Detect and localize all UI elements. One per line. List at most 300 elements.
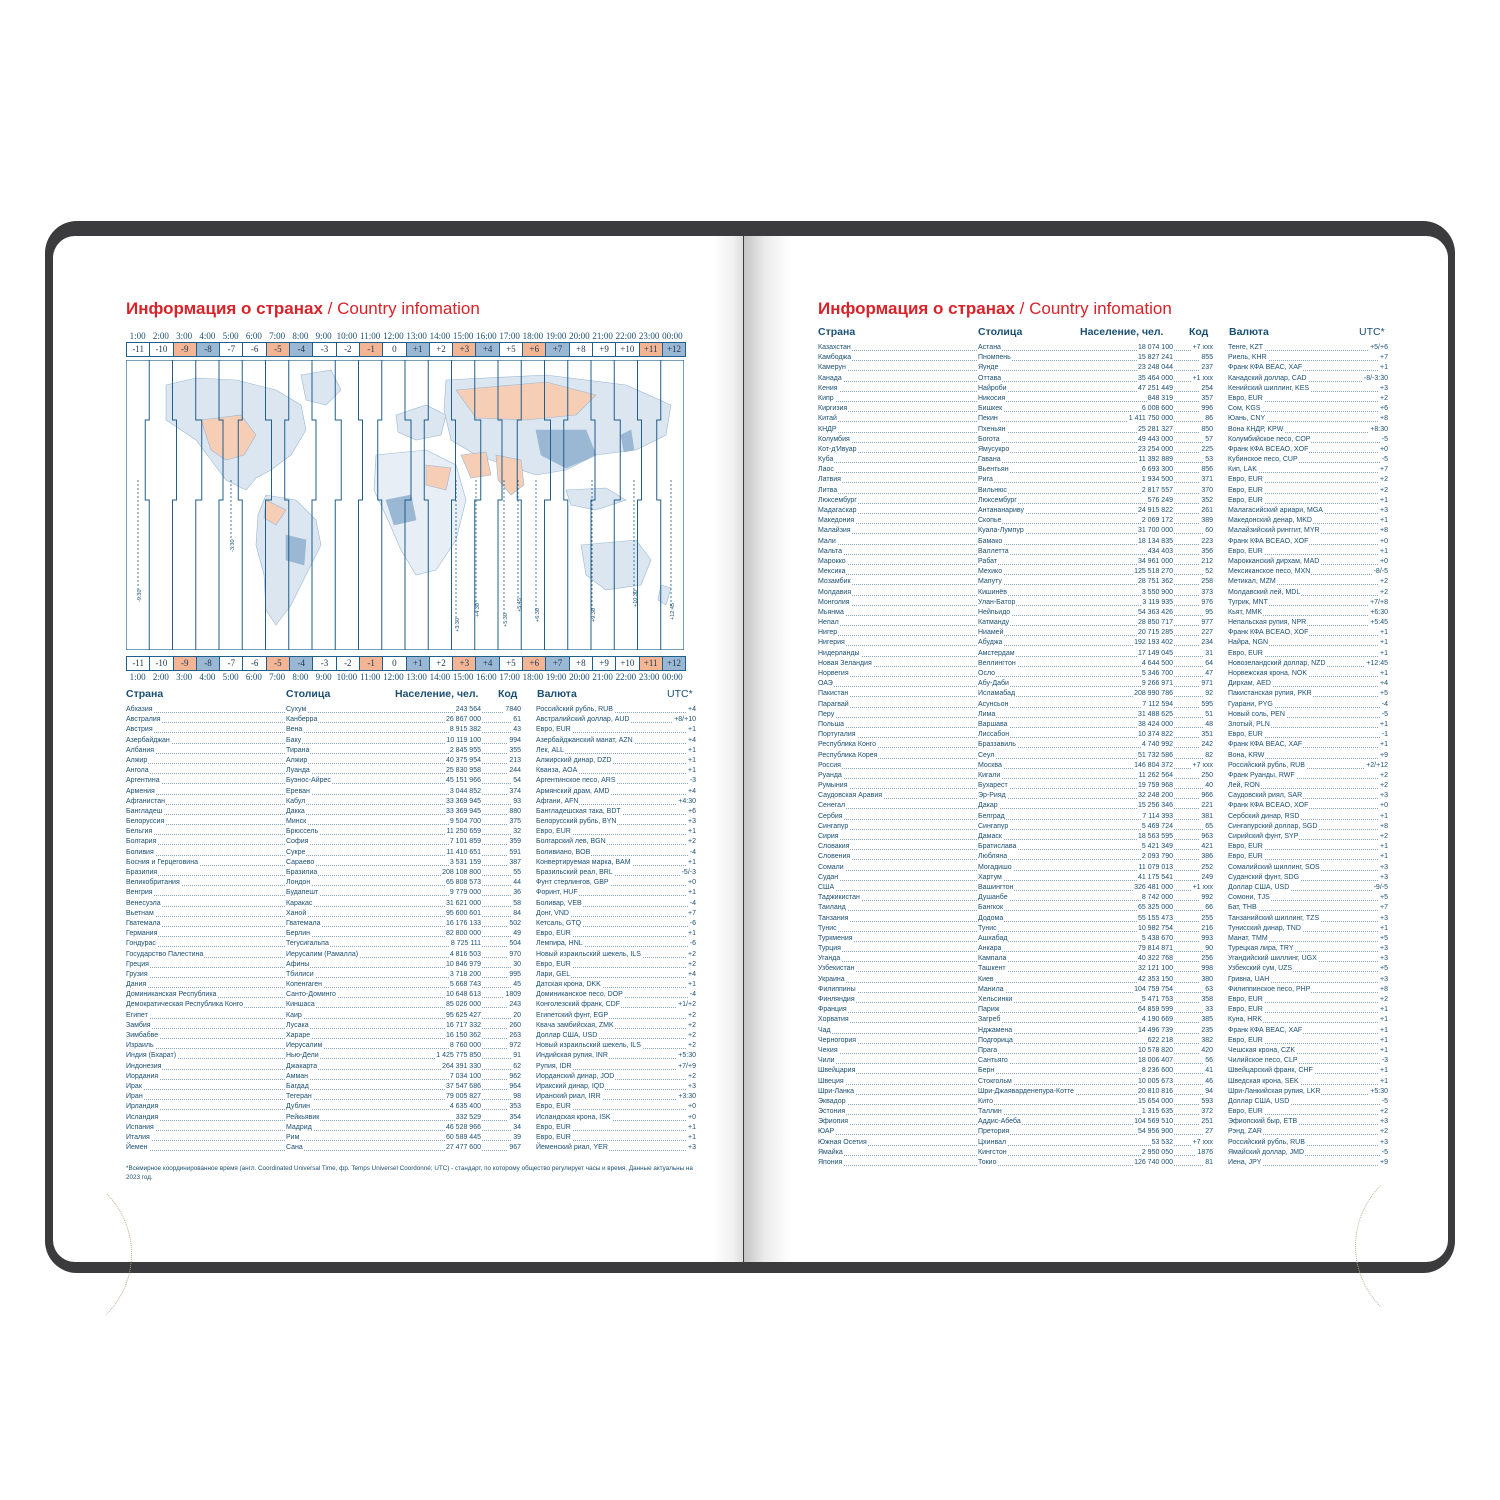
cell-population: 18 006 407 bbox=[1137, 1056, 1173, 1066]
table-row bbox=[126, 827, 696, 837]
cell-population: 9 266 971 bbox=[1141, 679, 1173, 689]
table-row bbox=[818, 689, 1388, 699]
cell-population: 54 363 426 bbox=[1137, 608, 1173, 618]
cell-utc: +5:45 bbox=[1369, 618, 1388, 628]
cell-population: 25 281 327 bbox=[1137, 425, 1173, 435]
cell-population: 208 108 800 bbox=[441, 868, 481, 878]
cell-population: 79 005 827 bbox=[445, 1092, 481, 1102]
gutter-shadow-left bbox=[712, 236, 743, 1262]
cell-utc: +0 bbox=[1379, 537, 1388, 547]
utc-offset-cell: +1 bbox=[407, 343, 430, 356]
cell-code: 249 bbox=[1200, 873, 1213, 883]
table-row bbox=[126, 1143, 696, 1153]
cell-code: 372 bbox=[1200, 1107, 1213, 1117]
utc-offset-cell: -11 bbox=[127, 657, 150, 670]
cell-code: 55 bbox=[512, 868, 521, 878]
cell-population: 5 469 724 bbox=[1141, 822, 1173, 832]
cell-population: 40 322 768 bbox=[1137, 954, 1173, 964]
cell-population: 2 093 790 bbox=[1141, 852, 1173, 862]
cell-code: 252 bbox=[1200, 863, 1213, 873]
cell-code: 255 bbox=[1200, 914, 1213, 924]
table-row bbox=[818, 649, 1388, 659]
cell-utc: +1 bbox=[687, 746, 696, 756]
cell-capital: Стокгольм bbox=[978, 1077, 1013, 1087]
cell-code: 212 bbox=[1200, 557, 1213, 567]
cell-population: 18 074 100 bbox=[1137, 343, 1173, 353]
cell-currency: Лари, GEL bbox=[536, 970, 571, 980]
col-header-currency: Валюта bbox=[537, 688, 577, 700]
cell-code: 40 bbox=[1204, 781, 1213, 791]
cell-country: Грузия bbox=[126, 970, 149, 980]
cell-population: 3 044 852 bbox=[449, 787, 481, 797]
cell-capital: Гватемала bbox=[286, 919, 321, 929]
cell-population: 434 403 bbox=[1147, 547, 1173, 557]
cell-currency: Гривна, UAH bbox=[1228, 975, 1270, 985]
cell-utc: +8 bbox=[1379, 985, 1388, 995]
cell-utc: +4 bbox=[687, 787, 696, 797]
cell-code: 996 bbox=[1200, 404, 1213, 414]
cell-code: 374 bbox=[508, 787, 521, 797]
cell-code: 856 bbox=[1200, 465, 1213, 475]
cell-utc: -5 bbox=[1381, 710, 1388, 720]
cell-code: 227 bbox=[1200, 628, 1213, 638]
cell-country: Непал bbox=[818, 618, 840, 628]
cell-currency: Дирхам, AED bbox=[1228, 679, 1272, 689]
cell-utc: +1 bbox=[1379, 649, 1388, 659]
table-row bbox=[818, 801, 1388, 811]
cell-code: 93 bbox=[512, 797, 521, 807]
cell-currency: Боливиано, BOB bbox=[536, 848, 591, 858]
cell-country: Тунис bbox=[818, 924, 838, 934]
cell-capital: Найроби bbox=[978, 384, 1008, 394]
utc-offset-cell: +7 bbox=[546, 343, 569, 356]
cell-population: 622 218 bbox=[1147, 1036, 1173, 1046]
cell-capital: Богота bbox=[978, 435, 1001, 445]
cell-code: 354 bbox=[508, 1113, 521, 1123]
cell-utc: +1 bbox=[1379, 638, 1388, 648]
cell-country: Таиланд bbox=[818, 903, 847, 913]
cell-code: 53 bbox=[1204, 455, 1213, 465]
cell-currency: Евро, EUR bbox=[1228, 1107, 1264, 1117]
cell-utc: +5:30 bbox=[677, 1051, 696, 1061]
cell-utc: +4 bbox=[1379, 679, 1388, 689]
cell-code: 243 bbox=[508, 1000, 521, 1010]
cell-utc: +1 bbox=[1379, 1036, 1388, 1046]
cell-currency: Армянский драм, AMD bbox=[536, 787, 611, 797]
cell-currency: Франк КФА BCEAO, XOF bbox=[1228, 801, 1309, 811]
utc-offset-cell: 0 bbox=[383, 343, 406, 356]
cell-currency: Евро, EUR bbox=[1228, 995, 1264, 1005]
cell-country: Туркмения bbox=[818, 934, 854, 944]
cell-currency: Новый израильский шекель, ILS bbox=[536, 1041, 642, 1051]
cell-country: Перу bbox=[818, 710, 835, 720]
cell-country: Ангола bbox=[126, 766, 150, 776]
utc-offset-cell: -1 bbox=[360, 657, 383, 670]
cell-code: 91 bbox=[512, 1051, 521, 1061]
cell-country: Украина bbox=[818, 975, 846, 985]
cell-currency: Сирийский фунт, SYP bbox=[1228, 832, 1299, 842]
utc-offset-cell: +12 bbox=[663, 657, 685, 670]
cell-utc: +0 bbox=[1379, 557, 1388, 567]
cell-currency: Фунт стерлингов, GBP bbox=[536, 878, 610, 888]
col-header-code: Код bbox=[498, 688, 518, 700]
cell-population: 18 563 595 bbox=[1137, 832, 1173, 842]
cell-utc: +1 bbox=[1379, 1046, 1388, 1056]
cell-capital: Канберра bbox=[286, 715, 318, 725]
fractional-zone-label: +6:30 bbox=[535, 608, 541, 622]
cell-country: Аргентина bbox=[126, 776, 161, 786]
table-row bbox=[818, 873, 1388, 883]
table-row bbox=[126, 1011, 696, 1021]
cell-population: 55 155 473 bbox=[1137, 914, 1173, 924]
cell-utc: +5 bbox=[1379, 934, 1388, 944]
table-row bbox=[126, 888, 696, 898]
cell-currency: Ямайский доллар, JMD bbox=[1228, 1148, 1305, 1158]
cell-capital: Цхинвал bbox=[978, 1138, 1007, 1148]
cell-population: 53 532 bbox=[1151, 1138, 1173, 1148]
cell-country: Армения bbox=[126, 787, 156, 797]
cell-capital: Мадрид bbox=[286, 1123, 313, 1133]
cell-population: 4 190 669 bbox=[1141, 1015, 1173, 1025]
cell-code: 43 bbox=[512, 725, 521, 735]
cell-utc: +2 bbox=[1379, 486, 1388, 496]
cell-currency: Тенге, KZT bbox=[1228, 343, 1264, 353]
table-row bbox=[818, 1148, 1388, 1158]
table-row bbox=[818, 883, 1388, 893]
cell-code: 254 bbox=[1200, 384, 1213, 394]
cell-utc: +2 bbox=[1379, 394, 1388, 404]
cell-code: 258 bbox=[1200, 577, 1213, 587]
table-row bbox=[818, 526, 1388, 536]
cell-currency: Доллар США, USD bbox=[1228, 883, 1290, 893]
cell-population: 32 121 100 bbox=[1137, 964, 1173, 974]
table-row bbox=[818, 1066, 1388, 1076]
cell-currency: Манат, TMM bbox=[1228, 934, 1269, 944]
hour-label: 1:00 bbox=[129, 672, 146, 682]
cell-currency: Доллар США, USD bbox=[536, 1031, 598, 1041]
table-row bbox=[126, 950, 696, 960]
cell-code: 992 bbox=[1200, 893, 1213, 903]
table-row bbox=[818, 374, 1388, 384]
cell-population: 35 464 000 bbox=[1137, 374, 1173, 384]
hour-label: 3:00 bbox=[176, 672, 193, 682]
cell-utc: +0 bbox=[687, 1102, 696, 1112]
cell-population: 1 315 635 bbox=[1141, 1107, 1173, 1117]
cell-currency: Евро, EUR bbox=[1228, 486, 1264, 496]
cell-code: 92 bbox=[1204, 689, 1213, 699]
offset-row-top bbox=[126, 342, 686, 357]
utc-offset-cell: +4 bbox=[476, 343, 499, 356]
cell-currency: Лемпира, HNL bbox=[536, 939, 584, 949]
cell-capital: Иерусалим bbox=[286, 1041, 323, 1051]
cell-country: Испания bbox=[126, 1123, 155, 1133]
col-header-utc-right: UTC* bbox=[1359, 326, 1385, 338]
cell-code: 595 bbox=[1200, 700, 1213, 710]
country-table-right bbox=[818, 343, 1388, 1168]
cell-currency: Австралийский доллар, AUD bbox=[536, 715, 630, 725]
cell-currency: Кетсаль, GTQ bbox=[536, 919, 582, 929]
cell-currency: Кванза, AOA bbox=[536, 766, 578, 776]
cell-country: Филиппины bbox=[818, 985, 857, 995]
cell-country: Уганда bbox=[818, 954, 841, 964]
cell-country: Куба bbox=[818, 455, 834, 465]
hour-label: 16:00 bbox=[476, 672, 497, 682]
cell-currency: Российский рубль, RUB bbox=[536, 705, 614, 715]
utc-offset-cell: +12 bbox=[663, 343, 685, 356]
cell-currency: Форинт, HUF bbox=[536, 888, 579, 898]
hour-label: 1:00 bbox=[129, 331, 146, 341]
cell-code: 98 bbox=[512, 1092, 521, 1102]
cell-capital: Нджамена bbox=[978, 1026, 1013, 1036]
table-row bbox=[818, 588, 1388, 598]
table-row bbox=[818, 944, 1388, 954]
cell-utc: +2 bbox=[687, 1021, 696, 1031]
cell-currency: Кип, LAK bbox=[1228, 465, 1258, 475]
table-row bbox=[126, 1051, 696, 1061]
cell-code: 850 bbox=[1200, 425, 1213, 435]
cell-population: 65 325 000 bbox=[1137, 903, 1173, 913]
cell-country: Бразилия bbox=[126, 868, 158, 878]
cell-country: Монголия bbox=[818, 598, 851, 608]
cell-capital: Амстердам bbox=[978, 649, 1016, 659]
cell-country: Босния и Герцеговина bbox=[126, 858, 199, 868]
cell-utc: +3 bbox=[1379, 975, 1388, 985]
utc-offset-cell: +9 bbox=[593, 343, 616, 356]
cell-utc: -8/-5 bbox=[1373, 567, 1388, 577]
cell-currency: Сомони, TJS bbox=[1228, 893, 1271, 903]
cell-capital: Рабат bbox=[978, 557, 998, 567]
cell-currency: Македонский денар, MKD bbox=[1228, 516, 1313, 526]
cell-population: 11 392 889 bbox=[1137, 455, 1173, 465]
hour-label: 18:00 bbox=[522, 331, 544, 341]
cell-code: 964 bbox=[508, 1082, 521, 1092]
cell-utc: +1 bbox=[687, 1133, 696, 1143]
cell-utc: +1 bbox=[687, 858, 696, 868]
cell-capital: Кито bbox=[978, 1097, 994, 1107]
utc-offset-cell: -4 bbox=[290, 343, 313, 356]
cell-utc: +1 bbox=[1379, 669, 1388, 679]
hour-label: 17:00 bbox=[499, 331, 520, 341]
title-sep-right: / bbox=[1014, 299, 1030, 318]
cell-currency: Евро, EUR bbox=[536, 1133, 572, 1143]
table-row bbox=[818, 985, 1388, 995]
cell-code: 977 bbox=[1200, 618, 1213, 628]
cell-capital: Нью-Дели bbox=[286, 1051, 320, 1061]
cell-utc: -9/-5 bbox=[1373, 883, 1388, 893]
table-row bbox=[126, 1021, 696, 1031]
cell-code: 221 bbox=[1200, 801, 1213, 811]
hour-label: 16:00 bbox=[476, 331, 497, 341]
table-row bbox=[818, 1127, 1388, 1137]
cell-currency: Тугрик, MNT bbox=[1228, 598, 1269, 608]
cell-currency: Норвежская крона, NOK bbox=[1228, 669, 1308, 679]
table-row bbox=[818, 1087, 1388, 1097]
cell-code: 46 bbox=[1204, 1077, 1213, 1087]
cell-capital: Лима bbox=[978, 710, 996, 720]
cell-utc: +2 bbox=[1379, 475, 1388, 485]
cell-population: 20 810 816 bbox=[1137, 1087, 1173, 1097]
cell-capital: Копенгаген bbox=[286, 980, 323, 990]
table-row bbox=[818, 863, 1388, 873]
cell-capital: Сеул bbox=[978, 751, 995, 761]
cell-capital: Пхеньян bbox=[978, 425, 1007, 435]
table-row bbox=[818, 1015, 1388, 1025]
cell-capital: Будапешт bbox=[286, 888, 319, 898]
cell-code: 386 bbox=[1200, 852, 1213, 862]
table-row bbox=[818, 771, 1388, 781]
utc-offset-cell: +4 bbox=[476, 657, 499, 670]
utc-offset-cell: 0 bbox=[383, 657, 406, 670]
cell-capital: Киев bbox=[978, 975, 995, 985]
cell-code: 1809 bbox=[504, 990, 521, 1000]
cell-currency: Евро, EUR bbox=[1228, 842, 1264, 852]
table-row bbox=[818, 1056, 1388, 1066]
cell-population: 15 654 000 bbox=[1137, 1097, 1173, 1107]
cell-code: 375 bbox=[508, 817, 521, 827]
cell-population: 3 718 200 bbox=[449, 970, 481, 980]
cell-capital: Лондон bbox=[286, 878, 311, 888]
table-row bbox=[126, 960, 696, 970]
cell-utc: +3 bbox=[1379, 944, 1388, 954]
cell-currency: Евро, EUR bbox=[536, 827, 572, 837]
cell-currency: Кьят, MMK bbox=[1228, 608, 1263, 618]
table-row bbox=[818, 1117, 1388, 1127]
table-row bbox=[818, 710, 1388, 720]
cell-population: 37 547 686 bbox=[445, 1082, 481, 1092]
cell-currency: Кубинское песо, CUP bbox=[1228, 455, 1299, 465]
cell-code: 387 bbox=[508, 858, 521, 868]
cell-capital: Сана bbox=[286, 1143, 304, 1153]
table-row bbox=[818, 832, 1388, 842]
utc-offset-cell: +5 bbox=[500, 657, 523, 670]
cell-capital: Кишинёв bbox=[978, 588, 1008, 598]
cell-country: Хорватия bbox=[818, 1015, 850, 1025]
cell-capital: Кампала bbox=[978, 954, 1007, 964]
cell-capital: Вильнюс bbox=[978, 486, 1008, 496]
hour-label: 6:00 bbox=[245, 331, 262, 341]
cell-country: Пакистан bbox=[818, 689, 849, 699]
cell-population: 34 961 000 bbox=[1137, 557, 1173, 567]
cell-country: Италия bbox=[126, 1133, 151, 1143]
cell-country: Чехия bbox=[818, 1046, 839, 1056]
cell-capital: Сингапур bbox=[978, 822, 1009, 832]
cell-country: Албания bbox=[126, 746, 155, 756]
cell-population: 42 353 150 bbox=[1137, 975, 1173, 985]
hour-label: 4:00 bbox=[199, 672, 216, 682]
cell-currency: Колумбийское песо, COP bbox=[1228, 435, 1311, 445]
utc-offset-cell: -6 bbox=[243, 343, 266, 356]
table-row bbox=[818, 781, 1388, 791]
cell-code: 61 bbox=[512, 715, 521, 725]
footnote: *Всемирное координированное время (англ. Coordinated Universal Time, фр. Temps Universel Coordonné; UTC) - стандарт, по которому общество регулирует часы и время. Данные актуальны на 2023 год. bbox=[126, 1165, 693, 1181]
cell-currency: Суданский фунт, SDG bbox=[1228, 873, 1300, 883]
cell-code: 352 bbox=[1200, 496, 1213, 506]
cell-population: 5 471 753 bbox=[1141, 995, 1173, 1005]
utc-offset-cell: -10 bbox=[150, 657, 173, 670]
cell-currency: Белорусский рубль, BYN bbox=[536, 817, 617, 827]
cell-code: 593 bbox=[1200, 1097, 1213, 1107]
utc-offset-cell: +11 bbox=[640, 657, 663, 670]
cell-population: 6 008 600 bbox=[1141, 404, 1173, 414]
table-row bbox=[818, 425, 1388, 435]
cell-capital: Оттава bbox=[978, 374, 1002, 384]
cell-code: 250 bbox=[1200, 771, 1213, 781]
cell-country: Сомали bbox=[818, 863, 845, 873]
utc-offset-cell: -9 bbox=[174, 343, 197, 356]
cell-population: 16 717 332 bbox=[445, 1021, 481, 1031]
cell-capital: Лиссабон bbox=[978, 730, 1010, 740]
cell-currency: Евро, EUR bbox=[536, 725, 572, 735]
cell-country: Швейцария bbox=[818, 1066, 856, 1076]
col-header-population: Население, чел. bbox=[395, 688, 479, 700]
cell-country: Сингапур bbox=[818, 822, 849, 832]
utc-offset-cell: +1 bbox=[407, 657, 430, 670]
table-row bbox=[126, 1000, 696, 1010]
cell-code: 94 bbox=[1204, 1087, 1213, 1097]
table-row bbox=[818, 1097, 1388, 1107]
cell-country: Польша bbox=[818, 720, 845, 730]
table-row bbox=[126, 797, 696, 807]
cell-capital: Тегусигальпа bbox=[286, 939, 330, 949]
cell-code: 963 bbox=[1200, 832, 1213, 842]
cell-utc: -6 bbox=[689, 939, 696, 949]
cell-currency: Злотый, PLN bbox=[1228, 720, 1271, 730]
cell-country: Сенегал bbox=[818, 801, 846, 811]
cell-currency: Евро, EUR bbox=[1228, 852, 1264, 862]
cell-capital: Претория bbox=[978, 1127, 1010, 1137]
cell-capital: Манила bbox=[978, 985, 1005, 995]
cell-country: Сербия bbox=[818, 812, 844, 822]
cell-capital: Варшава bbox=[978, 720, 1009, 730]
table-row bbox=[126, 705, 696, 715]
table-row bbox=[126, 1123, 696, 1133]
cell-population: 1 934 500 bbox=[1141, 475, 1173, 485]
cell-utc: +5:30 bbox=[1369, 1087, 1388, 1097]
cell-capital: Рейкьявик bbox=[286, 1113, 320, 1123]
cell-currency: Вона, KRW bbox=[1228, 751, 1265, 761]
cell-population: 47 251 449 bbox=[1137, 384, 1173, 394]
cell-currency: Танзанийский шиллинг, TZS bbox=[1228, 914, 1320, 924]
cell-population: 64 859 599 bbox=[1137, 1005, 1173, 1015]
cell-capital: Амман bbox=[286, 1072, 309, 1082]
cell-country: Австралия bbox=[126, 715, 162, 725]
cell-population: 264 391 330 bbox=[441, 1062, 481, 1072]
cell-population: 2 845 955 bbox=[449, 746, 481, 756]
cell-utc: +3 bbox=[1379, 1138, 1388, 1148]
cell-currency: Аргентинское песо, ARS bbox=[536, 776, 617, 786]
cell-capital: Сухум bbox=[286, 705, 307, 715]
cell-country: Германия bbox=[126, 929, 158, 939]
table-row bbox=[126, 1072, 696, 1082]
cell-population: 18 134 835 bbox=[1137, 537, 1173, 547]
cell-population: 7 101 859 bbox=[449, 837, 481, 847]
cell-utc: -5 bbox=[1381, 1097, 1388, 1107]
table-row bbox=[818, 1138, 1388, 1148]
cell-utc: +3 bbox=[1379, 506, 1388, 516]
cell-capital: Скопье bbox=[978, 516, 1002, 526]
cell-country: Белоруссия bbox=[126, 817, 165, 827]
cell-currency: Турецкая лира, TRY bbox=[1228, 944, 1295, 954]
hours-row-bottom bbox=[126, 672, 684, 682]
table-row bbox=[126, 776, 696, 786]
table-row bbox=[818, 363, 1388, 373]
cell-utc: +3 bbox=[1379, 863, 1388, 873]
cell-code: 880 bbox=[508, 807, 521, 817]
cell-population: 7 114 393 bbox=[1141, 812, 1173, 822]
cell-capital: Яунде bbox=[978, 363, 999, 373]
cell-population: 5 668 743 bbox=[449, 980, 481, 990]
cell-country: Таджикистан bbox=[818, 893, 861, 903]
